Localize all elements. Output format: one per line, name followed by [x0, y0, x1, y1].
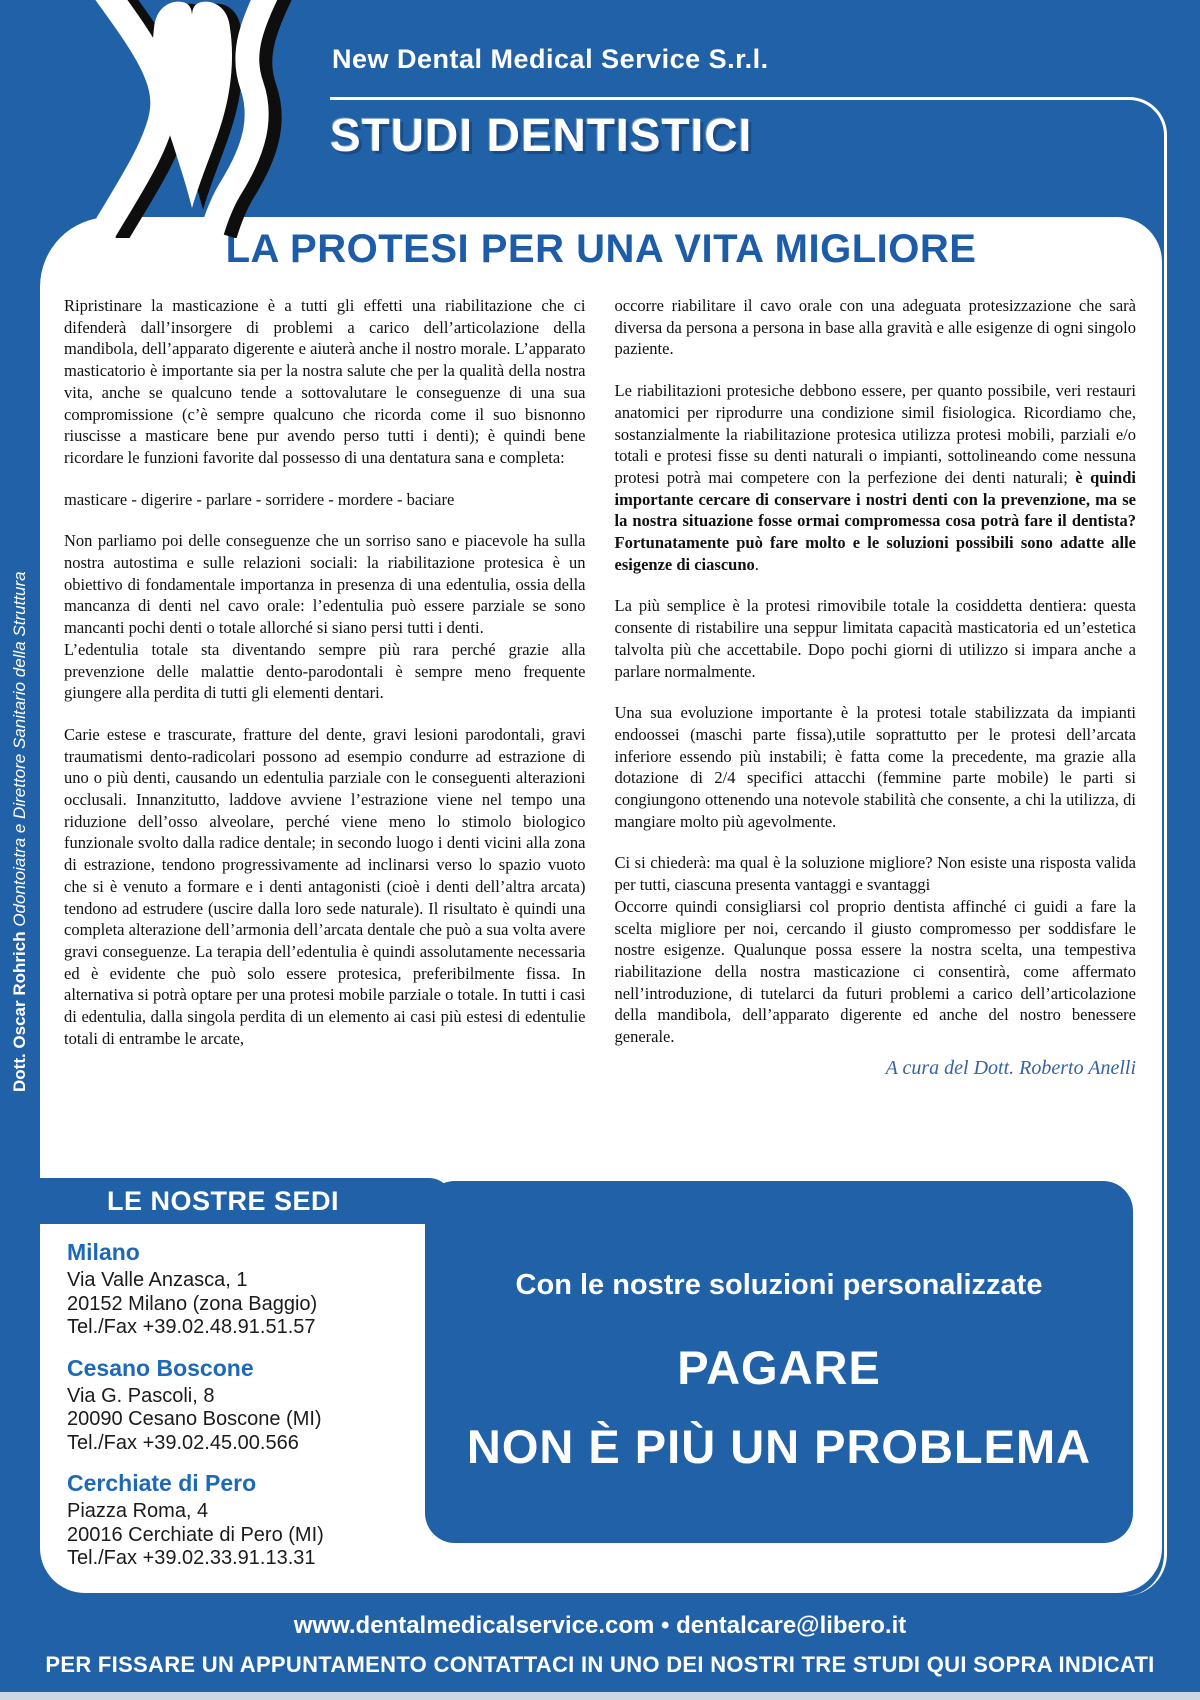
body-paragraph: Ci si chiederà: ma qual è la soluzione migliore? Non esiste una risposta valida per tutti, ciascuna presenta vantaggi e svantaggi: [614, 853, 1136, 895]
location-phone: Tel./Fax +39.02.48.91.51.57: [67, 1316, 316, 1338]
body-paragraph: Ripristinare la masticazione è a tutti gli effetti una riabilitazione che ci difenderà dall’insorgere di problemi a carico dell’articolazione della mandibola, dell’apparato digerente e aiuterà anche il nostro morale. L’apparato masticatorio è importante sia per la nostra salute che per la qualità della nostra vita, anche se qualcuno tende a sottovalutare le conseguenze di una sua compromissione (c’è sempre qualcuno che ricorda come il suo bisnonno riuscisse a masticare bene pur avendo perso tutti i denti); è quindi bene ricordare le funzioni favorite dal possesso di una dentatura sana e completa:: [64, 296, 586, 467]
location-phone: Tel./Fax +39.02.33.91.13.31: [67, 1547, 316, 1569]
location-address: Via G. Pascoli, 8: [67, 1384, 215, 1407]
body-paragraph: occorre riabilitare il cavo orale con una adeguata protesizzazione che sarà diversa da persona a persona in base alla gravità e alle esigenze di ogni singolo paziente.: [614, 296, 1136, 359]
location-city: Cerchiate di Pero: [67, 1470, 257, 1496]
location-city: Cesano Boscone: [67, 1354, 254, 1381]
location-address: Piazza Roma, 4: [67, 1500, 209, 1522]
body-paragraph: Occorre quindi consigliarsi col proprio dentista affinché ci guidi a fare la scelta migliore per noi, cercando il giusto compromesso per soddisfare le nostre esigenze. Qualunque possa essere la nostra scelta, una tempestiva riabilitazione della nostra masticazione ci consentirà, come affermato nell’introduzione, di tutelarci da futuri problemi a carico dell’articolazione della mandibola, dell’apparato digerente ed anche del nostro benessere generale.: [614, 896, 1136, 1047]
tooth-logo-icon: [42, 0, 342, 238]
location-city: Milano: [67, 1239, 140, 1265]
doctor-vertical-credit: [10, 552, 30, 1092]
bold-emphasis: è quindi importante cercare di conservare i nostri denti con la prevenzione, ma se la nostra situazione fosse ormai compromessa cosa potrà fare il dentista? Fortunatamente può fare molto e le soluzioni possibili sono adatte alle esigenze di ciascuno: [614, 467, 1136, 574]
footer-contacts: www.dentalmedicalservice.com • dentalcare@libero.it: [293, 1612, 907, 1639]
body-paragraph: Carie estese e trascurate, fratture del dente, gravi lesioni parodontali, gravi traumatismi dento-radicolari possono ad esempio condurre ad estrazione di uno o più denti, causando un edentulia parziale con le conseguenti alterazioni occlusali. Innanzitutto, laddove avviene l’estrazione viene nel tempo una riduzione dell’osso alveolare, perché viene meno lo stimolo biologico funzionale svolto dalla radice dentale; in secondo luogo i denti vicini alla zona di estrazione, tendono progressivamente ad inclinarsi verso lo spazio vuoto che si è venuto a formare e i denti antagonisti (cioè i denti dell’altra arcata) tendono ad estrudere (uscire dalla loro sede naturale). Il risultato è quindi una completa alterazione dell’armonia dell’arcata dentale che può a sua volta avere gravi conseguenze. La terapia dell’edentulia è quindi assolutamente necessaria ed è evidente che può solo essere protesica, preferibilmente fissa. In alternativa si potrà optare per una protesi mobile parziale o totale. In tutti i casi di edentulia, dalla singola perdita di un elemento ai casi più estesi di edentulie totali di entrambe le arcate,: [64, 724, 586, 1048]
body-paragraph: Le riabilitazioni protesiche debbono essere, per quanto possibile, veri restauri anatomici per riprodurre una condizione simil fisiologica. Ricordiamo che, sostanzialmente la riabilitazione protesica utilizza protesi mobili, parziali e/o totali e protesi fisse su denti naturali o impianti, sottolineando come nessuna protesi potrà mai competere con la perfezione dei denti naturali; è quindi importante cercare di conservare i nostri denti con la prevenzione, ma se la nostra situazione fosse ormai compromessa cosa potrà fare il dentista? Fortunatamente può fare molto e le soluzioni possibili sono adatte alle esigenze di ciascuno.: [614, 381, 1136, 574]
locations-list: [67, 1239, 437, 1586]
doctor-role: Odontoiatra e Direttore Sanitario della Struttura: [10, 571, 29, 932]
article-body: [64, 295, 1136, 1080]
left-column: [64, 295, 586, 1080]
body-paragraph: masticare - digerire - parlare - sorridere - mordere - baciare: [64, 489, 455, 509]
body-paragraph: L’edentulia totale sta diventando sempre più rara perché grazie alla prevenzione delle malattie dento-parodontali è sempre meno frequente giungere alla perdita di tutti gli elementi dentari.: [64, 639, 586, 703]
promo-line3: NON È PIÙ UN PROBLEMA: [466, 1420, 1092, 1473]
body-paragraph: La più semplice è la protesi rimovibile totale la cosiddetta dentiera: questa consente di ristabilire una seppur limitata capacità masticatoria ed un’estetica talvolta più che accettabile. Dopo pochi giorni di utilizzo si impara anche a parlare normalmente.: [614, 596, 1136, 681]
body-paragraph: Una sua evoluzione importante è la protesi totale stabilizzata da impianti endoossei (maschi parte fissa),utile soprattutto per le protesi dell’arcata inferiore essendo più instabili; è fatta come la precedente, ma grazie alla dotazione di 2/4 specifici attacchi (femmine parte mobile) le parti si congiungono ottenendo una notevole stabilità che consente, a chi la utilizza, di mangiare molto più agevolmente.: [614, 703, 1136, 831]
doctor-name: Dott. Oscar Rohrich: [10, 931, 29, 1092]
location-item: [67, 1239, 437, 1340]
promo-line2: PAGARE: [677, 1341, 881, 1394]
location-item: [67, 1470, 437, 1571]
page-subtitle: STUDI DENTISTICI: [330, 109, 753, 161]
promo-line1: Con le nostre soluzioni personalizzate: [515, 1269, 1043, 1301]
locations-heading-banner: LE NOSTRE SEDI: [0, 1178, 452, 1224]
location-item: [67, 1355, 437, 1456]
body-paragraph: Non parliamo poi delle conseguenze che un sorriso sano e piacevole ha sulla nostra autostima e sulle relazioni sociali: la riabilitazione protesica è un obiettivo di fondamentale importanza in presenza di una edentulia, ossia della mancanza di denti nel cavo orale: l’edentulia può essere parziale se sono mancanti pochi denti o totale allorché si siano persi tutti i denti.: [64, 531, 586, 638]
article-title: LA PROTESI PER UNA VITA MIGLIORE: [225, 227, 977, 271]
footer-cta: PER FISSARE UN APPUNTAMENTO CONTATTACI IN UNO DEI NOSTRI TRE STUDI QUI SOPRA INDICATI: [45, 1652, 1155, 1677]
location-address: 20152 Milano (zona Baggio): [67, 1292, 318, 1315]
author-credit: A cura del Dott. Roberto Anelli: [885, 1056, 1136, 1079]
location-address: 20016 Cerchiate di Pero (MI): [67, 1523, 324, 1546]
company-name: New Dental Medical Service S.r.l.: [332, 44, 769, 74]
right-column: [615, 295, 1137, 1080]
location-address: 20090 Cesano Boscone (MI): [67, 1408, 322, 1430]
bottom-strip: [0, 1692, 1200, 1700]
promo-box: [425, 1181, 1133, 1543]
location-address: Via Valle Anzasca, 1: [67, 1269, 248, 1291]
location-phone: Tel./Fax +39.02.45.00.566: [67, 1431, 299, 1454]
